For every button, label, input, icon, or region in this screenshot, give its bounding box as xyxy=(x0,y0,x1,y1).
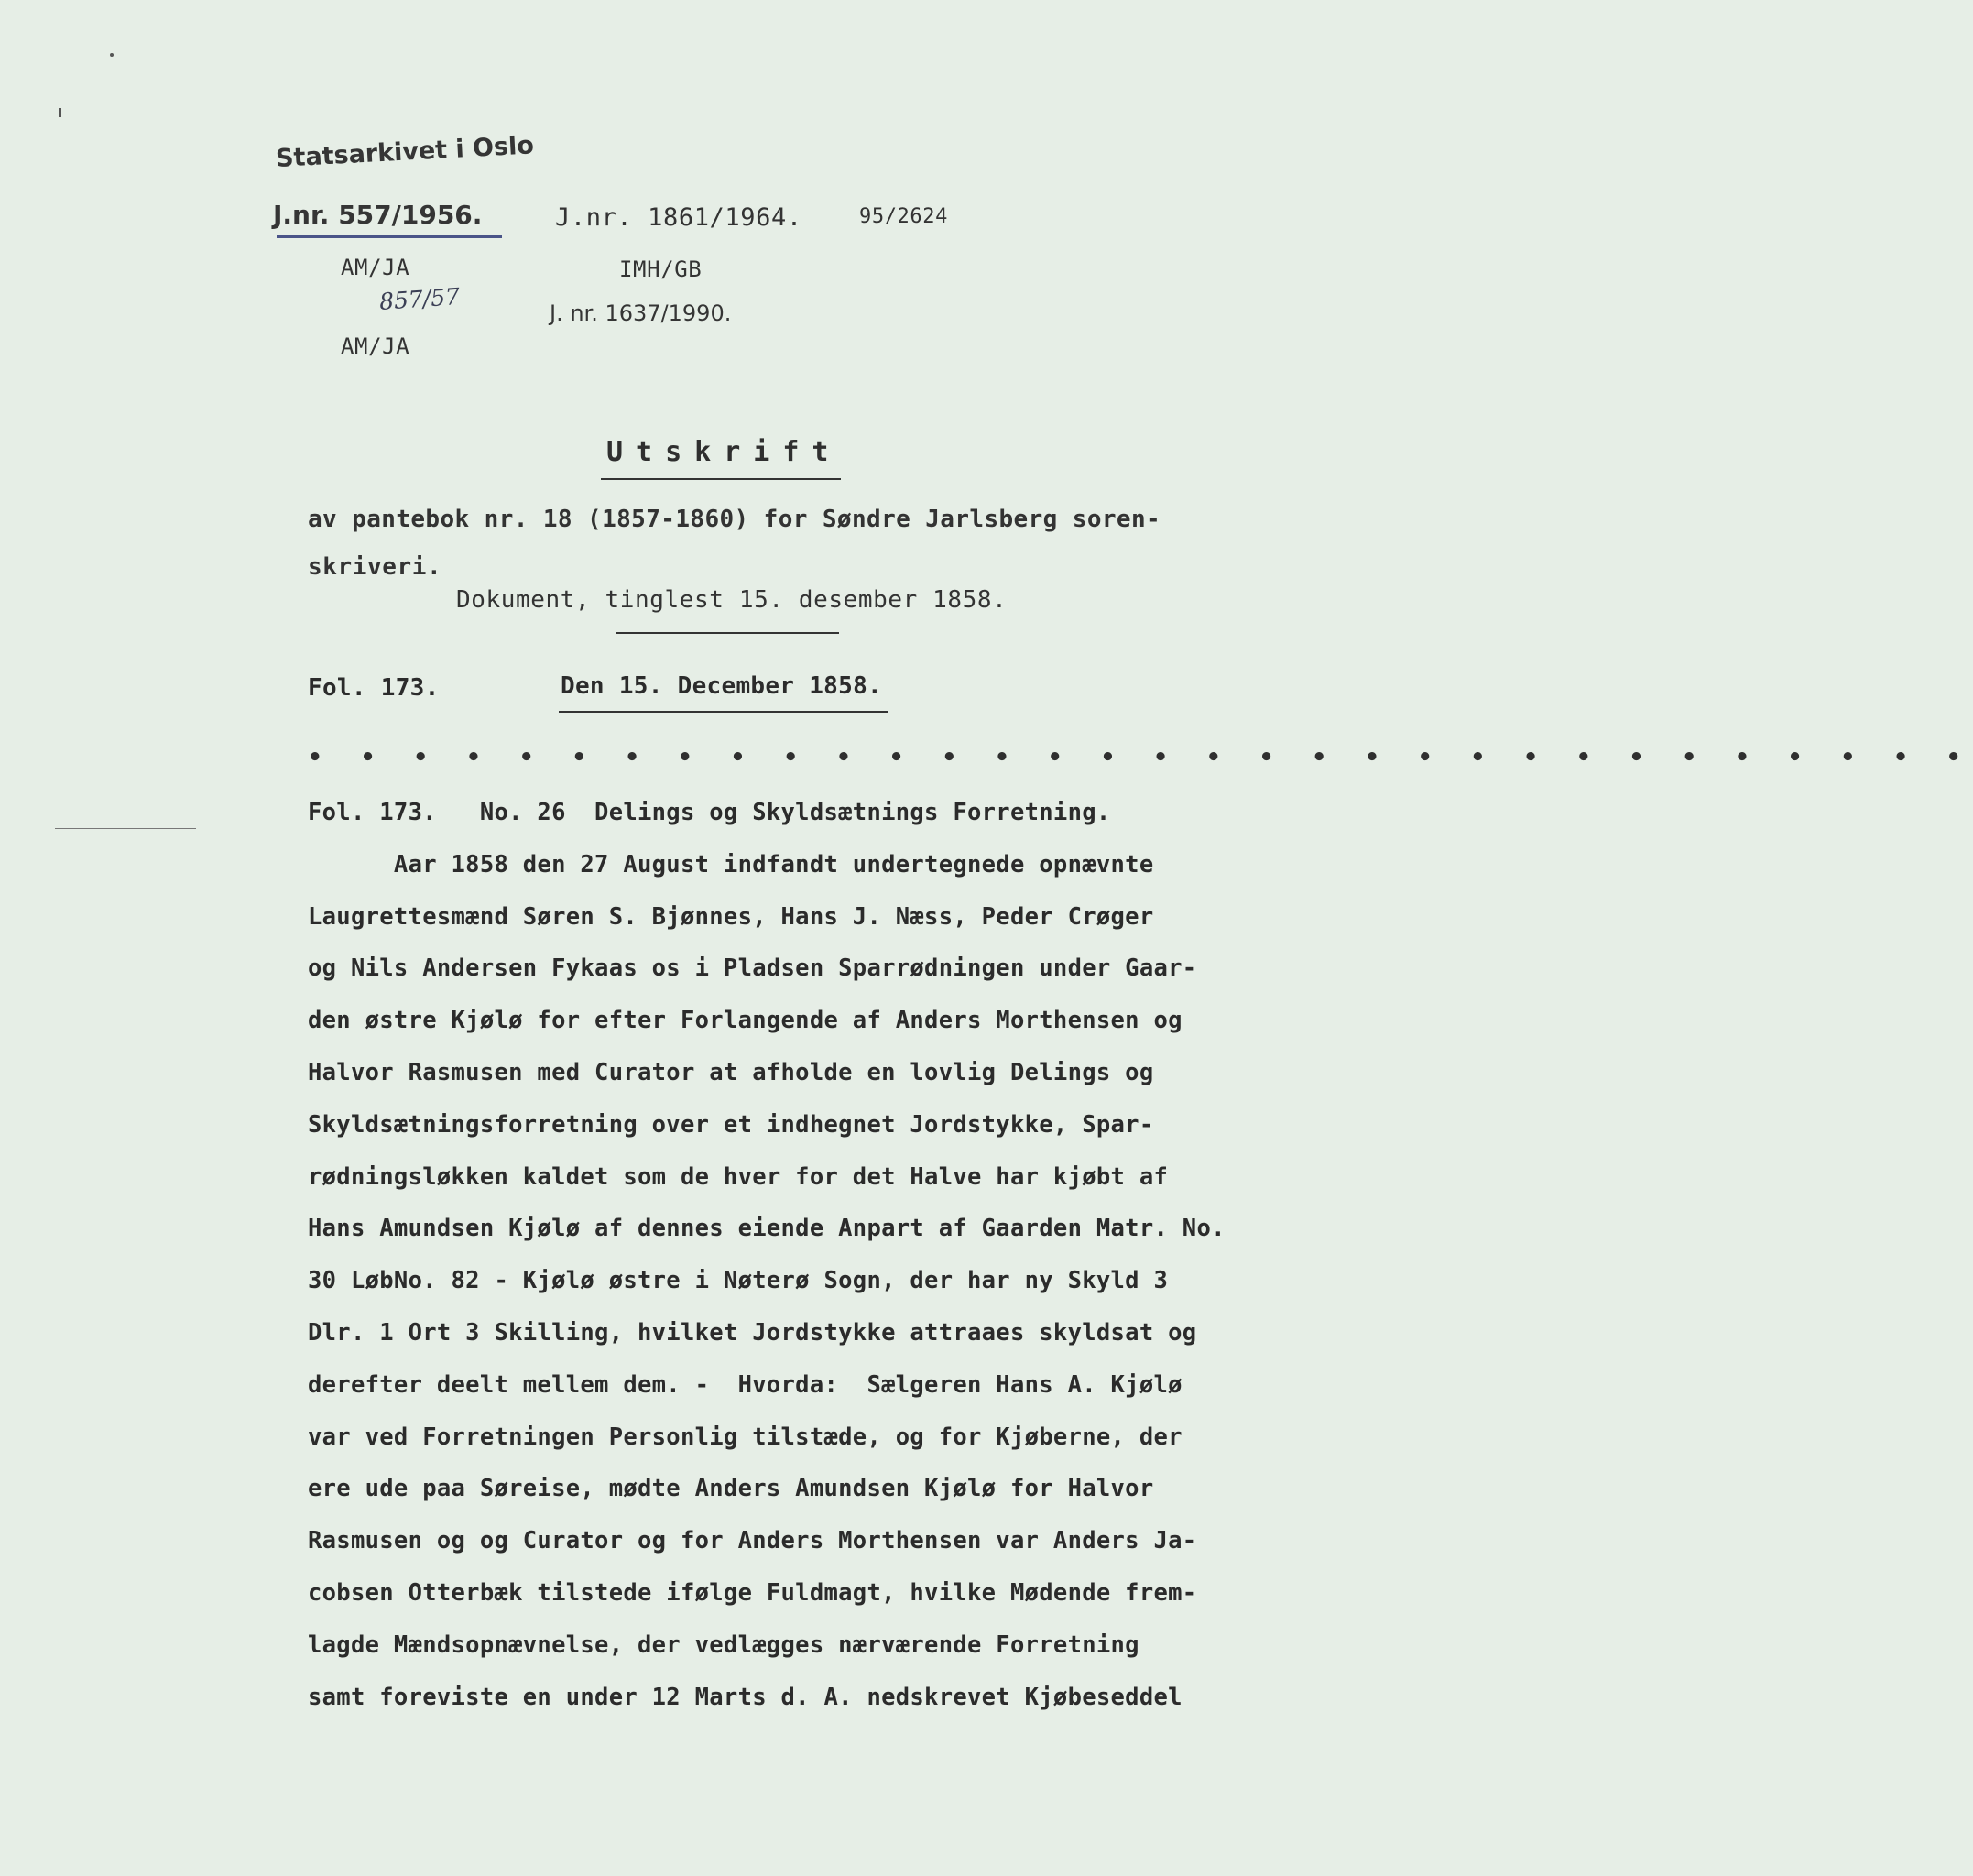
body-line: 30 LøbNo. 82 - Kjølø østre i Nøterø Sogn, der har ny Skyld 3 xyxy=(308,1267,1169,1295)
initials-am-ja-1: AM/JA xyxy=(341,255,410,280)
body-line: Halvor Rasmusen med Curator at afholde en lovlig Delings og xyxy=(308,1059,1154,1086)
body-line: den østre Kjølø for efter Forlangende af Anders Morthensen og xyxy=(308,1007,1183,1035)
margin-mark-left xyxy=(59,108,61,117)
document-registered-line: Dokument, tinglest 15. desember 1858. xyxy=(456,586,1008,614)
body-line: Rasmusen og og Curator og for Anders Morthensen var Anders Ja- xyxy=(308,1527,1197,1555)
body-line: og Nils Andersen Fykaas os i Pladsen Sparrødningen under Gaar- xyxy=(308,954,1197,983)
body-line: var ved Forretningen Personlig tilstæde, og for Kjøberne, der xyxy=(308,1423,1183,1451)
body-line: lagde Mændsopnævnelse, der vedlægges nærværende Forretning xyxy=(308,1631,1139,1659)
title-underline xyxy=(601,478,841,480)
fol-date-underline xyxy=(559,711,888,713)
margin-line xyxy=(55,828,196,829)
intro-line-1: av pantebok nr. 18 (1857-1860) for Søndre Jarlsberg soren- xyxy=(308,506,1161,533)
journal-number-1956: J.nr. 557/1956. xyxy=(273,200,483,230)
journal-number-1964: J.nr. 1861/1964. xyxy=(555,203,802,232)
body-line: cobsen Otterbæk tilstede ifølge Fuldmagt, hvilke Mødende frem- xyxy=(308,1579,1197,1607)
journal-number-1990: J. nr. 1637/1990. xyxy=(550,300,732,326)
initials-am-ja-2: AM/JA xyxy=(341,333,410,359)
initials-imh-gb: IMH/GB xyxy=(619,256,703,282)
dotted-separator: • • • • • • • • • • • • • • • • • • • • • • • • • • • • • • • • xyxy=(308,744,1973,771)
body-line: Hans Amundsen Kjølø af dennes eiende Anpart af Gaarden Matr. No. xyxy=(308,1215,1226,1243)
archive-stamp: Statsarkivet i Oslo xyxy=(275,131,535,173)
handwritten-reference: 857/57 xyxy=(378,282,461,316)
fol-number-header: Fol. 173. xyxy=(308,674,440,702)
body-line: Laugrettesmænd Søren S. Bjønnes, Hans J. Næss, Peder Crøger xyxy=(308,902,1154,931)
margin-mark-top xyxy=(110,53,114,57)
body-line: rødningsløkken kaldet som de hver for det Halve har kjøbt af xyxy=(308,1162,1169,1191)
document-title: Utskrift xyxy=(606,436,842,468)
body-line: samt foreviste en under 12 Marts d. A. nedskrevet Kjøbeseddel xyxy=(308,1683,1183,1711)
body-line: Dlr. 1 Ort 3 Skilling, hvilket Jordstykke attraaes skyldsat og xyxy=(308,1319,1197,1347)
reference-number: 95/2624 xyxy=(859,205,948,228)
body-line: Aar 1858 den 27 August indfandt undertegnede opnævnte xyxy=(308,850,1154,878)
registered-underline xyxy=(616,632,839,634)
body-line: derefter deelt mellem dem. - Hvorda: Sælgeren Hans A. Kjølø xyxy=(308,1370,1183,1399)
fol-date-header: Den 15. December 1858. xyxy=(561,672,882,700)
body-line: ere ude paa Søreise, mødte Anders Amundsen Kjølø for Halvor xyxy=(308,1475,1154,1503)
body-line: Skyldsætningsforretning over et indhegnet Jordstykke, Spar- xyxy=(308,1110,1154,1139)
intro-line-2: skriveri. xyxy=(308,553,442,581)
body-line: Fol. 173. No. 26 Delings og Skyldsætnings Forretning. xyxy=(308,799,1111,826)
journal-number-underline xyxy=(277,235,502,238)
